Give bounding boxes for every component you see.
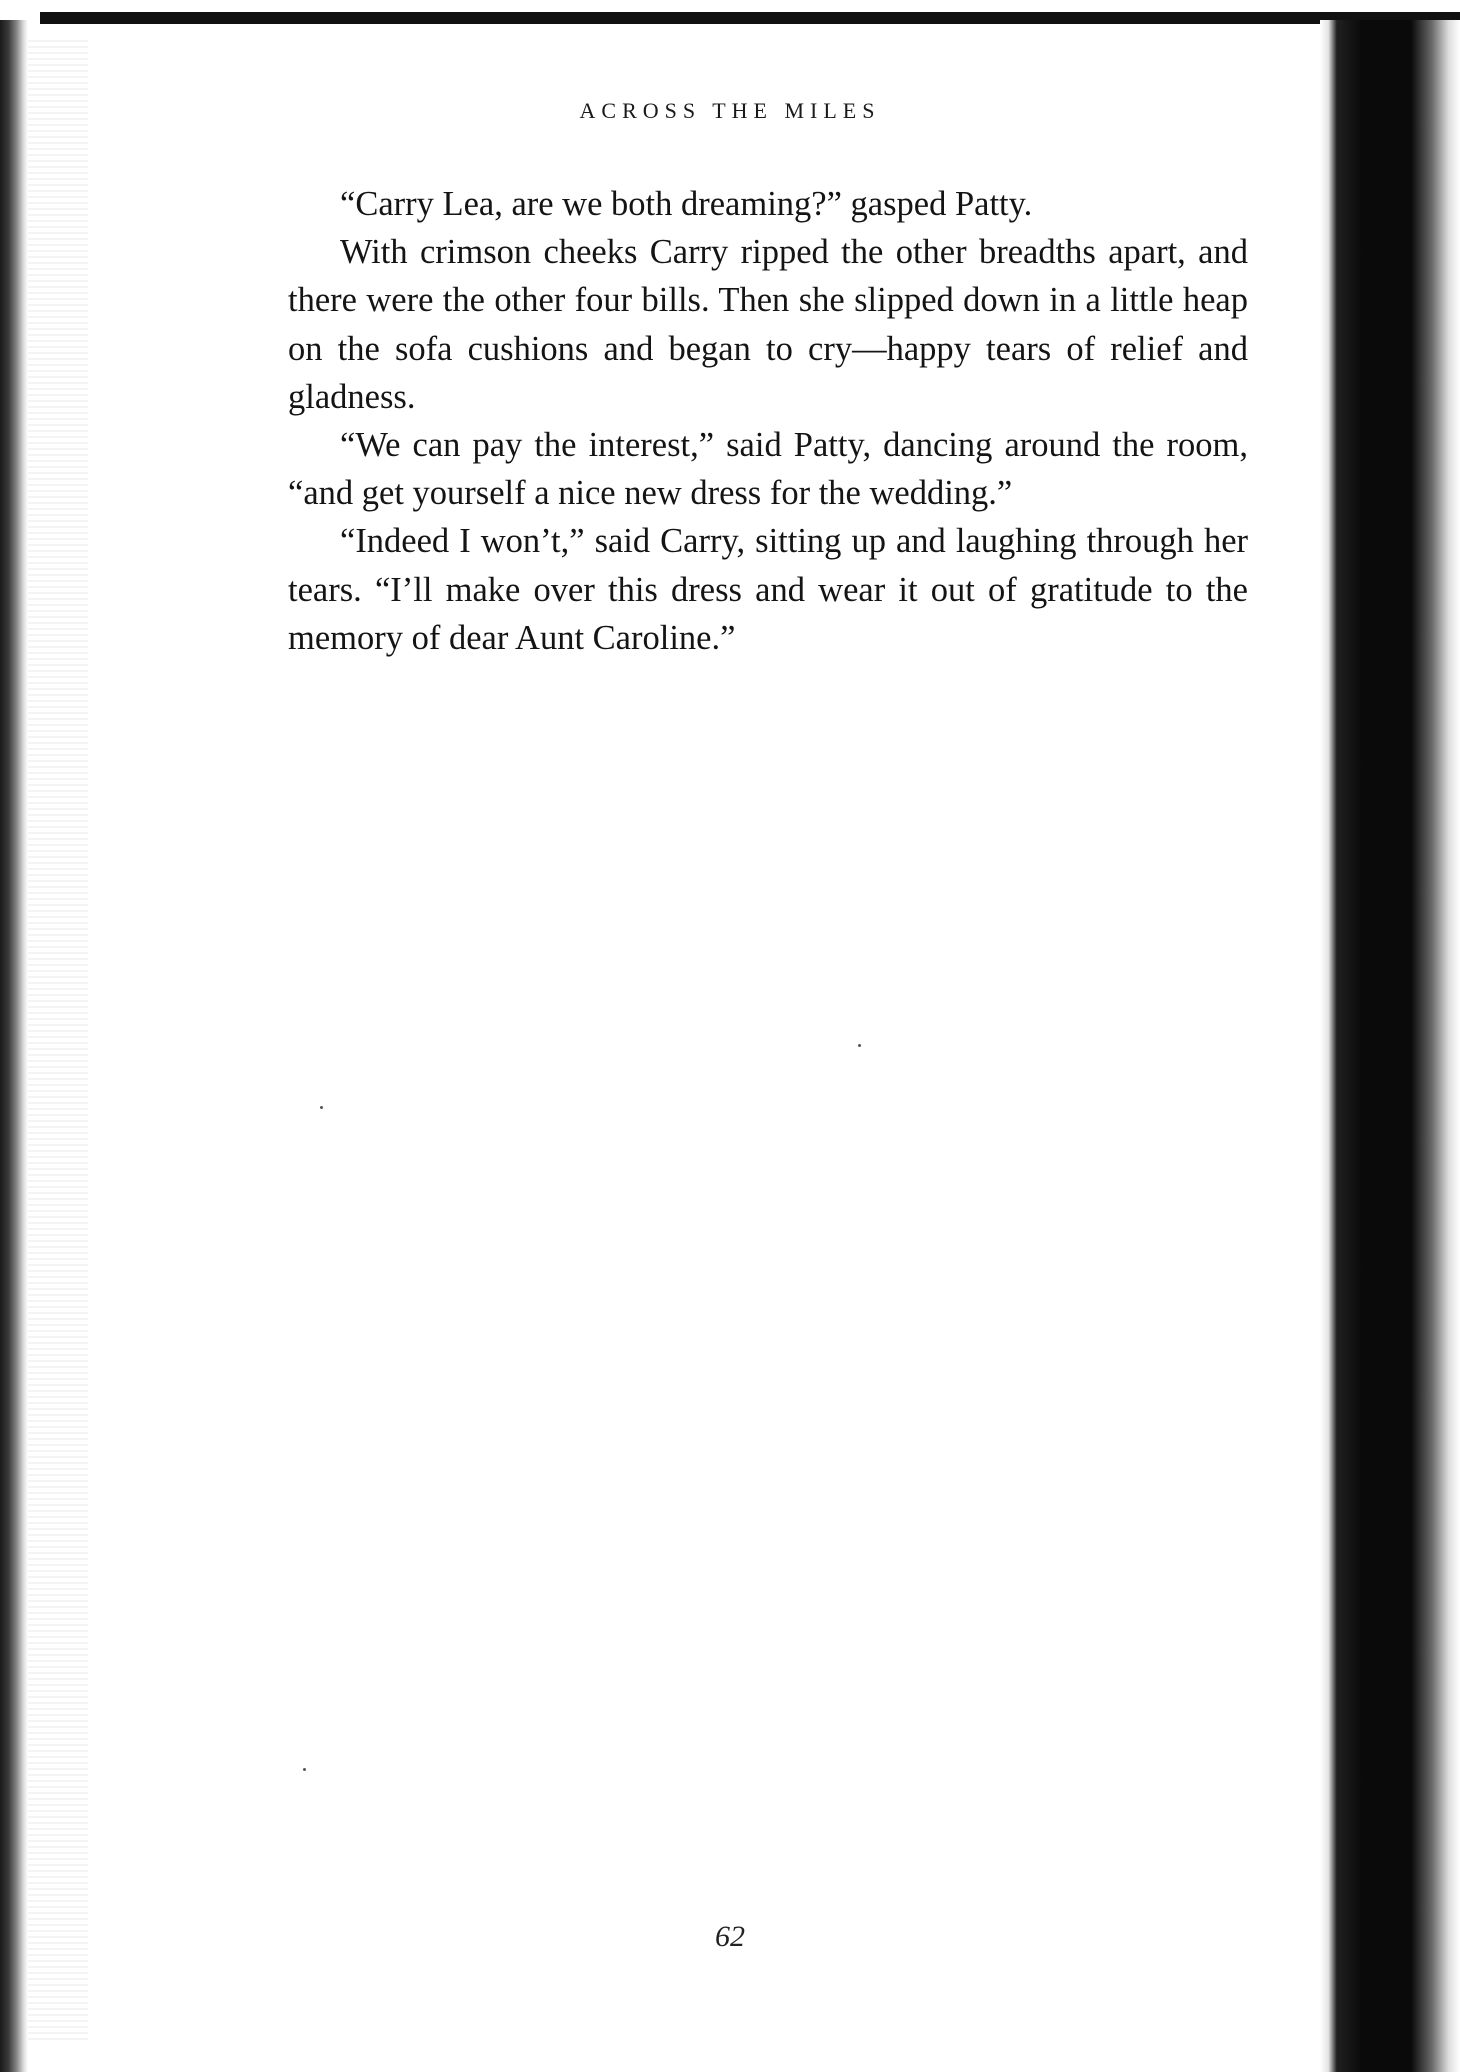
page-body [288, 180, 1248, 662]
paragraph-4: “Indeed I won’t,” said Carry, sitting up and laughing through her tears. “I’ll make over this dress and wear it out of gratitude to the memory of dear Aunt Caroline.” [288, 522, 1248, 657]
paragraph-1: “Carry Lea, are we both dreaming?” gasped Patty. [340, 185, 1033, 223]
scan-left-edge-shadow [0, 20, 28, 2072]
running-header-text: ACROSS THE MILES [579, 98, 881, 123]
paragraph-3: “We can pay the interest,” said Patty, dancing around the room, “and get yourself a nice new dress for the wedding.” [288, 426, 1248, 513]
paragraph-2: With crimson cheeks Carry ripped the other breadths apart, and there were the other four bills. Then she slipped down in a little heap on the sofa cushions and began to cry—happy tears of relief and gladness. [288, 233, 1248, 416]
scan-right-edge-shadow [1320, 20, 1460, 2072]
scan-top-border [0, 0, 1460, 28]
scan-speck [303, 1768, 306, 1771]
scan-left-edge-noise [28, 40, 88, 2040]
page-number: 62 [715, 1920, 745, 1953]
scan-speck [858, 1044, 861, 1047]
running-header [0, 98, 1460, 124]
scan-speck [320, 1106, 323, 1109]
